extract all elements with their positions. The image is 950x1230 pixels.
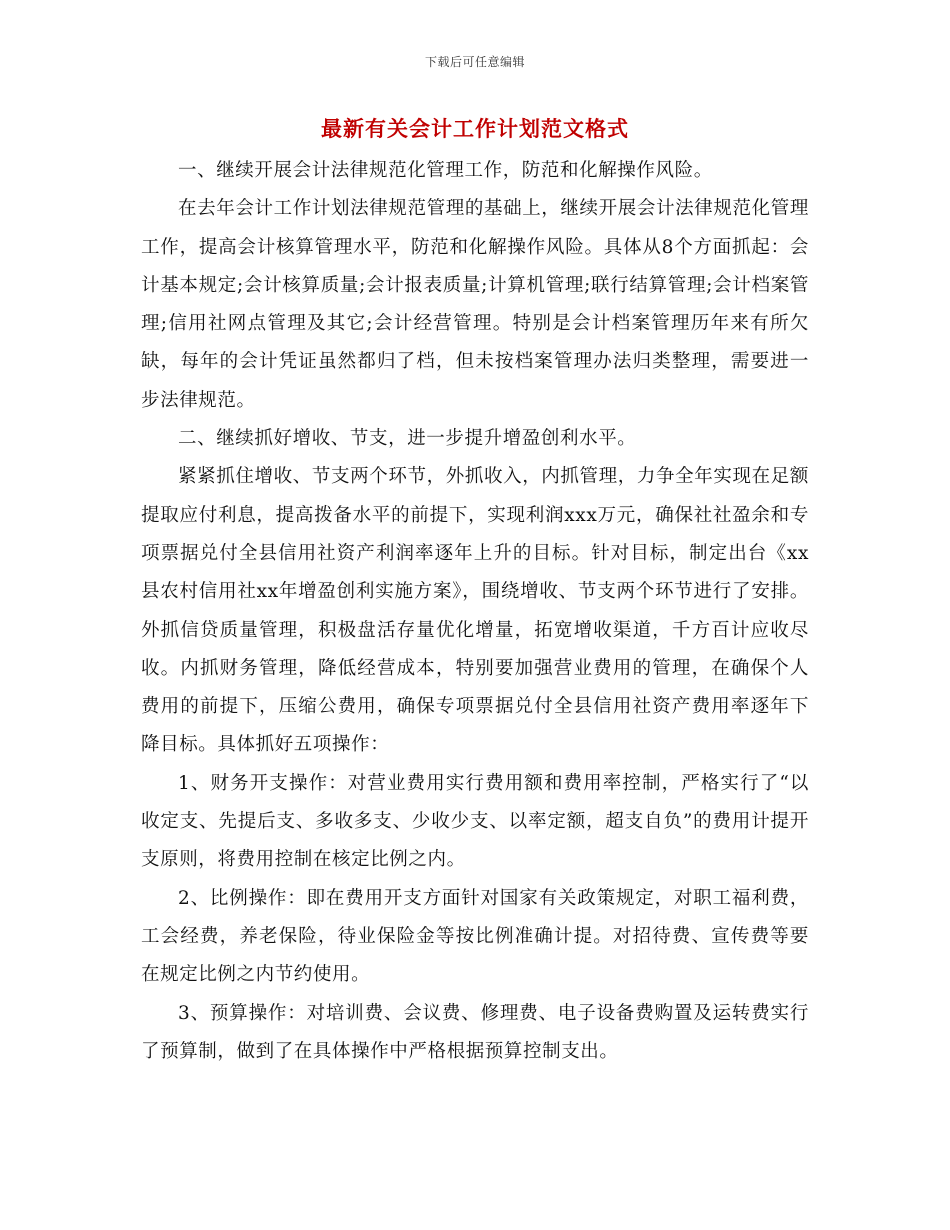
section-heading-1: 一、继续开展会计法律规范化管理工作，防范和化解操作风险。 (178, 160, 713, 181)
list-item: 3、预算操作：对培训费、会议费、修理费、电子设备费购置及运转费实行了预算制，做到了在具体操作中严格根据预算控制支出。 (141, 1002, 809, 1062)
document-title: 最新有关会计工作计划范文格式 (321, 116, 629, 141)
document-body (141, 152, 809, 1071)
section-heading-2: 二、继续抓好增收、节支，进一步提升增盈创利水平。 (178, 428, 637, 450)
paragraph: 紧紧抓住增收、节支两个环节，外抓收入，内抓管理，力争全年实现在足额提取应付利息，提高拨备水平的前提下，实现利润xxx万元，确保社社盈余和专项票据兑付全县信用社资产利润率逐年上升的目标。针对目标，制定出台《xx县农村信用社xx年增盈创利实施方案》，围绕增收、节支两个环节进行了安排。外抓信贷质量管理，积极盘活存量优化增量，拓宽增收渠道，千方百计应收尽收。内抓财务管理，降低经营成本，特别要加强营业费用的管理，在确保个人费用的前提下，压缩公费用，确保专项票据兑付全县信用社资产费用率逐年下降目标。具体抓好五项操作： (141, 466, 809, 756)
list-item: 2、比例操作：即在费用开支方面针对国家有关政策规定，对职工福利费，工会经费，养老保险，待业保险金等按比例准确计提。对招待费、宣传费等要在规定比例之内节约使用。 (141, 887, 809, 986)
paragraph: 在去年会计工作计划法律规范管理的基础上，继续开展会计法律规范化管理工作，提高会计核算管理水平，防范和化解操作风险。具体从8个方面抓起：会计基本规定;会计核算质量;会计报表质量;计算机管理;联行结算管理;会计档案管理;信用社网点管理及其它;会计经营管理。特别是会计档案管理历年来有所欠缺，每年的会计凭证虽然都归了档，但未按档案管理办法归类整理，需要进一步法律规范。 (141, 198, 809, 411)
list-item: 1、财务开支操作：对营业费用实行费用额和费用率控制，严格实行了“以收定支、先提后支、多收多支、少收少支、以率定额，超支自负”的费用计提开支原则，将费用控制在核定比例之内。 (141, 772, 809, 871)
header-note: 下载后可任意编辑 (424, 55, 525, 69)
